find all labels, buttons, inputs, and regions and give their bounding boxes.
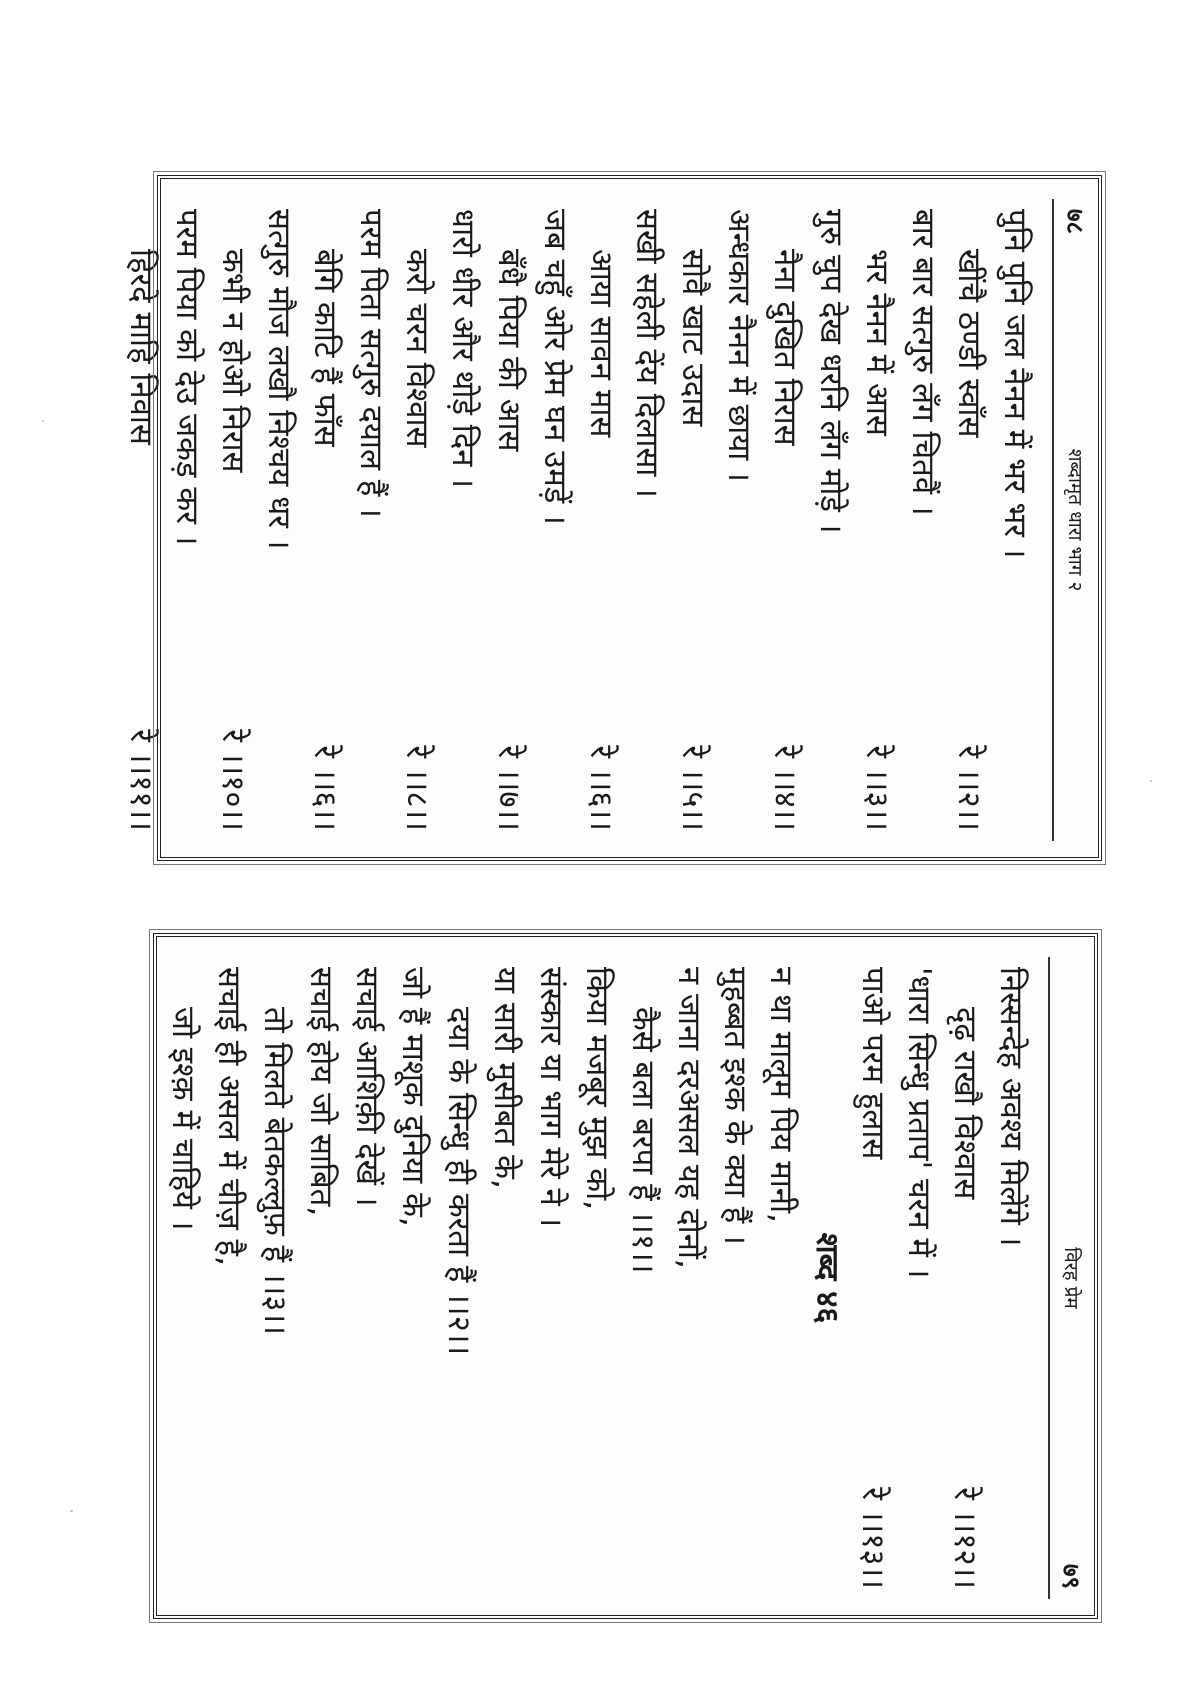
verse-line: [160, 967, 206, 1589]
verse-text: दया के सिन्धु ही करता हैं ।।२।।: [441, 1007, 477, 1356]
verse-line: [666, 967, 712, 1589]
verse-line: [256, 209, 302, 831]
verse-number: रे ।।६।।: [307, 745, 343, 831]
verse-text: कभी न होओ निरास: [215, 249, 251, 473]
verse-line: [486, 209, 532, 831]
verse-line: [896, 967, 942, 1589]
verse-number: रे ।।११।।: [123, 729, 159, 831]
verse-line: [808, 209, 854, 831]
verse-line: [942, 967, 988, 1589]
verse-text: मुहब्बत इश्क के क्या हैं ।: [717, 967, 753, 1245]
verse-number: रे ।।१०।।: [215, 729, 251, 831]
verse-text: निस्सन्देह अवश्य मिलेंगे ।: [993, 967, 1029, 1247]
verse-line: [440, 209, 486, 831]
verse-text: सखी सहेली देंय दिलासा ।: [629, 209, 665, 498]
verse-text: आया सावन मास: [583, 249, 619, 438]
verse-line: [532, 209, 578, 831]
verse-text: या सारी मुसीबत के,: [487, 967, 523, 1189]
verse-text: संस्कार या भाग मेरे ने ।: [533, 967, 569, 1228]
verse-line: [210, 209, 256, 831]
verse-text: तो मिलते बेतकल्लुफ़ हैं ।।३।।: [257, 1007, 293, 1336]
verse-text: सचाई आशिक़ी देखें ।: [349, 967, 385, 1207]
verse-text: सचाई ही असल में चीज़ है,: [211, 967, 247, 1266]
verse-text: दृढ़ राखौ विश्वास: [947, 1007, 983, 1200]
verse-line: [624, 209, 670, 831]
running-head: [1048, 957, 1094, 1599]
verse-line: [482, 967, 528, 1589]
verse-line: [900, 209, 946, 831]
verse-text: पाओ परम हुलास: [855, 967, 891, 1160]
verse-text: अन्धकार नैनन में छाया ।: [721, 209, 757, 482]
verse-line: [758, 967, 804, 1589]
verse-number: रे ।।४।।: [767, 745, 803, 831]
shabd-heading: [804, 967, 850, 1589]
verse-text: गुरु चुप देख धरनि लँग मोड़े ।: [813, 209, 849, 534]
verse-number: रे ।।६।।: [583, 745, 619, 831]
verse-line: [302, 209, 348, 831]
verse-line: [716, 209, 762, 831]
scan-speck: [70, 1510, 73, 1512]
verse-text: जो इश्क़ में चाहिये ।: [165, 1007, 201, 1231]
verse-line: [620, 967, 666, 1589]
page-79-panel: [153, 933, 1098, 1619]
verse-number: रे ।।७।।: [491, 745, 527, 831]
verse-number: रे ।।८।।: [399, 745, 435, 831]
running-title: शब्दामृत धारा भाग २: [1064, 448, 1086, 592]
verse-line: [164, 209, 210, 831]
verse-line: [854, 209, 900, 831]
verse-number: रे ।।२।।: [951, 745, 987, 831]
scan-speck: [42, 420, 44, 422]
verse-block: [118, 209, 1038, 831]
running-head: [1052, 199, 1098, 841]
verse-line: [298, 967, 344, 1589]
verse-text: भर नैनन में आस: [859, 249, 895, 436]
verse-text: पुनि पुनि जल नैनन में भर भर ।: [997, 209, 1033, 559]
verse-text: जब चहुँ ओर प्रेम घन उमड़ें ।: [537, 209, 573, 525]
page-78-panel: [123, 175, 1102, 861]
verse-block: [160, 967, 1034, 1589]
verse-line: [344, 967, 390, 1589]
verse-line: [992, 209, 1038, 831]
verse-text: सोवै खाट उदास: [675, 249, 711, 427]
verse-line: [574, 967, 620, 1589]
verse-line: [436, 967, 482, 1589]
page-number: ७९: [1057, 1564, 1086, 1589]
verse-text: जो हैं माशूक दुनिया के,: [395, 967, 431, 1227]
verse-line: [390, 967, 436, 1589]
verse-number: रे ।।१३।।: [855, 1487, 891, 1589]
verse-line: [946, 209, 992, 831]
verse-text: परम पिता सत्गुरु दयाल हैं ।: [353, 209, 389, 518]
verse-number: रे ।।३।।: [859, 745, 895, 831]
verse-line: [578, 209, 624, 831]
verse-text: बेगि काटि हैं फाँस: [307, 249, 343, 447]
verse-line: [206, 967, 252, 1589]
verse-line: [252, 967, 298, 1589]
verse-line: [394, 209, 440, 831]
verse-text: बार बार सत्गुरु लँग चितवैं ।: [905, 209, 941, 516]
verse-line: [348, 209, 394, 831]
verse-line: [670, 209, 716, 831]
verse-text: कैसे बला बरपा हैं ।।१।।: [625, 1007, 661, 1274]
verse-text: परम पिया को देउ जकड़ कर ।: [169, 209, 205, 546]
verse-line: [850, 967, 896, 1589]
verse-text: न था मालूम पिय मानी,: [763, 967, 799, 1223]
verse-text: नैना दुखित निरास: [767, 249, 803, 446]
verse-text: सचाई होय जो साबित,: [303, 967, 339, 1217]
verse-text: करो चरन विश्वास: [399, 249, 435, 448]
scan-speck: [1150, 780, 1152, 782]
verse-line: [712, 967, 758, 1589]
verse-text: बँधै पिया की आस: [491, 249, 527, 452]
verse-text: हिरदे माहि निवास: [123, 249, 159, 445]
page-number: ७८: [1061, 209, 1090, 234]
verse-text: खींचै ठण्डी स्वाँस: [951, 249, 987, 438]
verse-number: रे ।।१२।।: [947, 1487, 983, 1589]
verse-number: रे ।।५।।: [675, 745, 711, 831]
verse-line: [762, 209, 808, 831]
verse-text: न जाना दरअसल यह दोनों,: [671, 967, 707, 1269]
verse-line: [988, 967, 1034, 1589]
verse-text: 'धारा सिन्धु प्रताप' चरन में ।: [901, 967, 937, 1279]
verse-text: किया मजबूर मुझ को,: [579, 967, 615, 1210]
verse-text: धारो धीर औैर थोड़े दिन ।: [445, 209, 481, 489]
verse-text: शब्द ४६: [809, 1232, 845, 1324]
verse-line: [528, 967, 574, 1589]
verse-text: सत्गुरु मौज लखौ निश्चय धर ।: [261, 209, 297, 550]
verse-line: [118, 209, 164, 831]
running-title: विरह प्रेम: [1060, 1247, 1082, 1309]
